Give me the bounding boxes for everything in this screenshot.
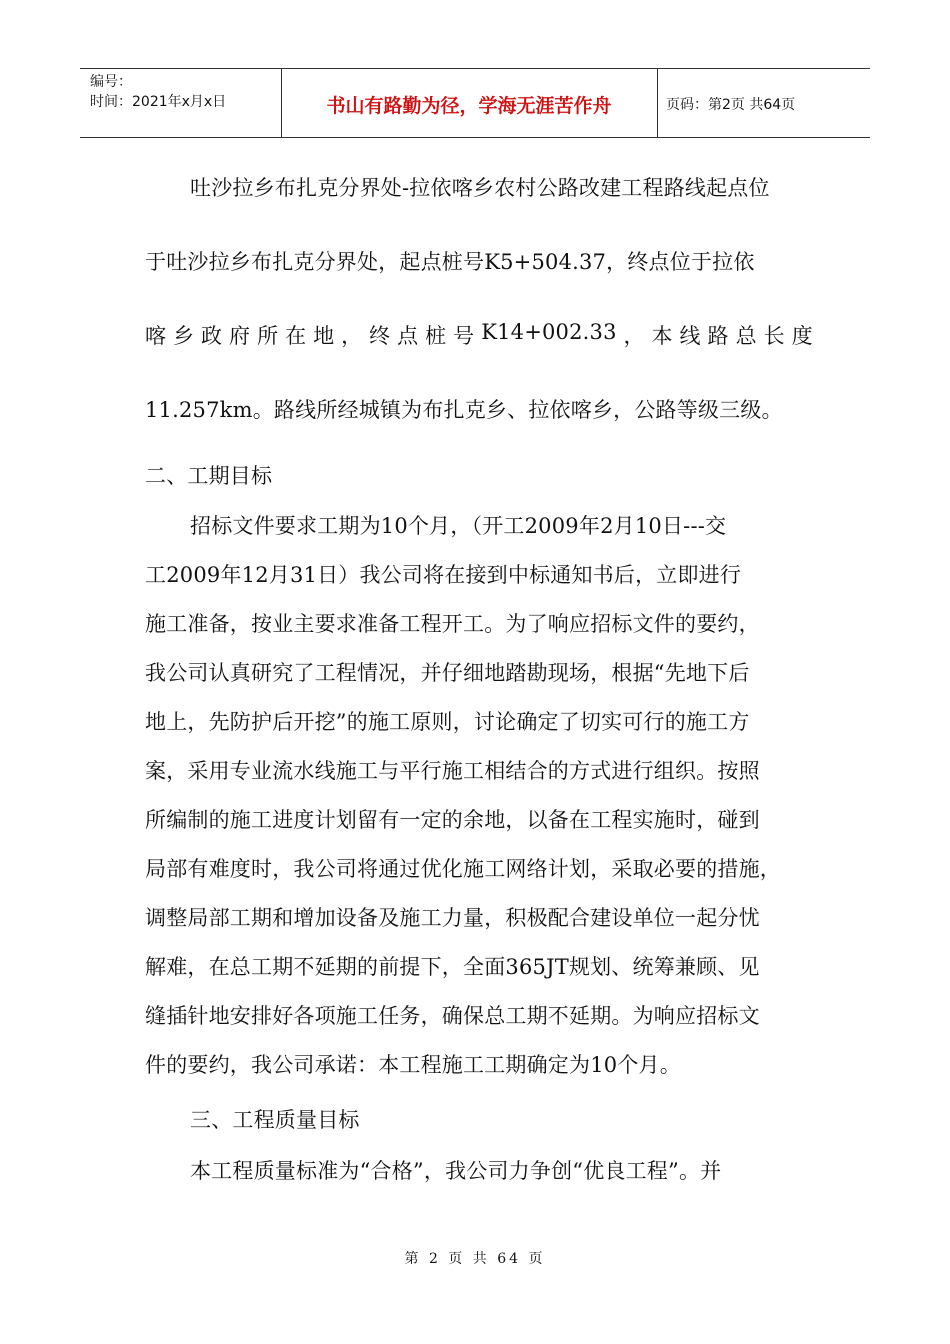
- motto: 书山有路勤为径，学海无涯苦作舟: [326, 95, 612, 117]
- justified-token: 终: [369, 324, 391, 348]
- justified-token: 桩: [425, 324, 447, 348]
- paragraph-line: 招标文件要求工期为10个月，（开工2009年2月10日---交: [190, 514, 727, 538]
- justified-token: 地: [313, 324, 335, 348]
- section-heading: 三、工程质量目标: [190, 1108, 360, 1132]
- justified-token: 度: [791, 324, 813, 348]
- paragraph-line: 调整局部工期和增加设备及施工力量，积极配合建设单位一起分忧: [145, 906, 760, 930]
- justified-token: 所: [257, 324, 279, 348]
- paragraph-line: 案，采用专业流水线施工与平行施工相结合的方式进行组织。按照: [145, 759, 760, 783]
- page-footer: 第 2 页 共 64 页: [404, 1251, 546, 1267]
- header-table: [80, 68, 870, 138]
- justified-token: K14+002.33: [481, 320, 617, 344]
- paragraph-line: 解难，在总工期不延期的前提下，全面365JT规划、统筹兼顾、见: [145, 955, 760, 979]
- paragraph-line: 局部有难度时，我公司将通过优化施工网络计划，采取必要的措施，: [145, 857, 781, 881]
- paragraph-line: 缝插针地安排好各项施工任务，确保总工期不延期。为响应招标文: [145, 1004, 760, 1028]
- justified-token: 线: [679, 324, 701, 348]
- paragraph-line: 地上，先防护后开挖”的施工原则，讨论确定了切实可行的施工方: [145, 710, 750, 734]
- page-label: 页码：第2页 共64页: [666, 97, 796, 113]
- section-heading: 二、工期目标: [145, 464, 273, 488]
- paragraph-line: 吐沙拉乡布扎克分界处-拉依喀乡农村公路改建工程路线起点位: [190, 176, 770, 200]
- justified-token: ，: [341, 324, 363, 348]
- paragraph-line: 工2009年12月31日）我公司将在接到中标通知书后，立即进行: [145, 563, 742, 587]
- number-label: 编号：: [90, 74, 132, 90]
- paragraph-line: 施工准备，按业主要求准备工程开工。为了响应招标文件的要约，: [145, 612, 760, 636]
- justified-token: 府: [229, 324, 251, 348]
- paragraph-line: 所编制的施工进度计划留有一定的余地，以备在工程实施时，碰到: [145, 808, 760, 832]
- header-divider: [657, 69, 658, 137]
- justified-token: ，: [623, 324, 645, 348]
- paragraph-line: 本工程质量标准为“合格”，我公司力争创“优良工程”。并: [190, 1159, 722, 1183]
- justified-token: 点: [397, 324, 419, 348]
- justified-token: 长: [763, 324, 785, 348]
- paragraph-line: 件的要约，我公司承诺：本工程施工工期确定为10个月。: [145, 1053, 681, 1077]
- justified-token: 总: [735, 324, 757, 348]
- justified-token: 路: [707, 324, 729, 348]
- header-left-cell: [90, 72, 226, 112]
- justified-token: 号: [453, 324, 475, 348]
- paragraph-line: 于吐沙拉乡布扎克分界处，起点桩号K5+504.37，终点位于拉依: [145, 250, 755, 274]
- paragraph-line: 11.257km。路线所经城镇为布扎克乡、拉依喀乡，公路等级三级。: [145, 398, 783, 422]
- justified-token: 本: [651, 324, 673, 348]
- paragraph-line-justified: [145, 320, 813, 350]
- date-label: 时间：2021年x月x日: [90, 94, 227, 110]
- justified-token: 在: [285, 324, 307, 348]
- justified-token: 乡: [173, 324, 195, 348]
- justified-token: 喀: [145, 324, 167, 348]
- paragraph-line: 我公司认真研究了工程情况，并仔细地踏勘现场，根据“先地下后: [145, 661, 750, 685]
- justified-token: 政: [201, 324, 223, 348]
